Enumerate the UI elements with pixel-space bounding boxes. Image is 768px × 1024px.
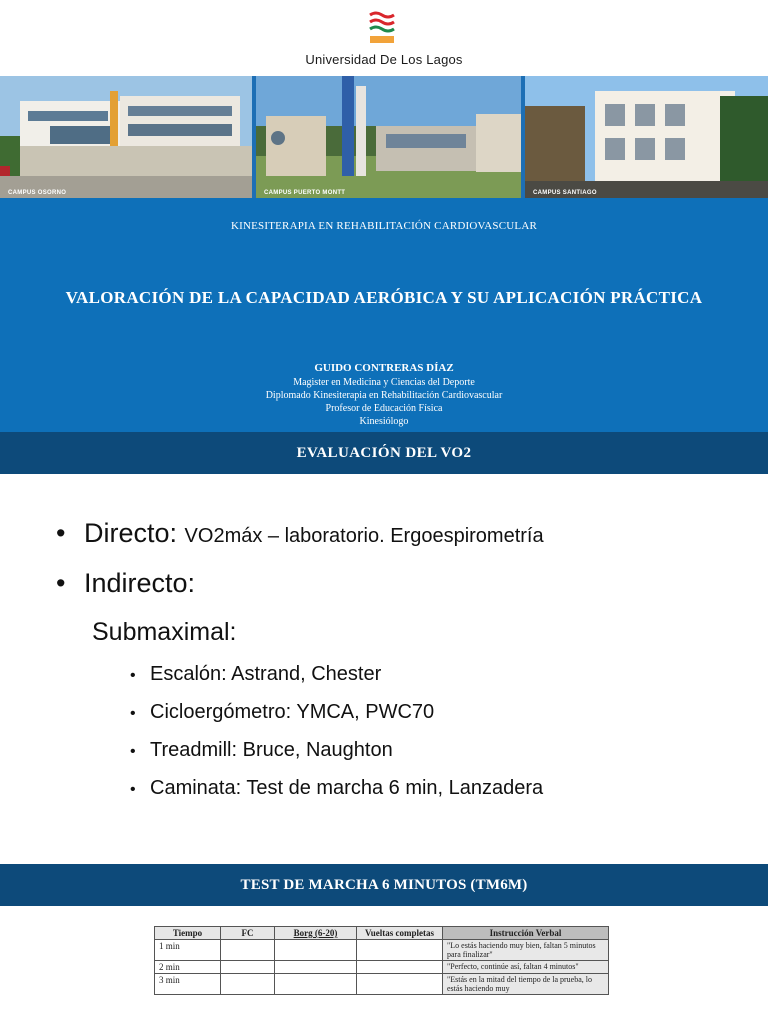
campus-label-santiago: CAMPUS SANTIAGO: [533, 190, 597, 196]
cell-tiempo: 1 min: [155, 940, 221, 961]
bullet-dot-icon: •: [56, 568, 66, 598]
column-header-vueltas: Vueltas completas: [357, 927, 443, 940]
indirect-label: Indirecto:: [84, 568, 196, 598]
bullet-dot-icon: •: [56, 518, 66, 548]
university-header: [0, 0, 768, 76]
list-item: • Escalón: Astrand, Chester: [130, 663, 382, 685]
cell-borg: [275, 940, 357, 961]
credential-line: Profesor de Educación Física: [325, 403, 443, 414]
course-name: KINESITERAPIA EN REHABILITACIÓN CARDIOVASCULAR: [230, 220, 538, 232]
table-row: [155, 974, 609, 995]
cell-vueltas: [357, 961, 443, 974]
column-header-borg: Borg (6-20): [275, 927, 357, 940]
table-header-row: [155, 927, 609, 940]
direct-label: Directo:: [84, 518, 178, 548]
bullet-dot-icon: •: [130, 743, 136, 760]
cell-fc: [221, 961, 275, 974]
cell-tiempo: 2 min: [155, 961, 221, 974]
bullet-dot-icon: •: [130, 781, 136, 798]
campus-photo-osorno: [0, 76, 252, 198]
cell-vueltas: [357, 974, 443, 995]
credential-line: Kinesiólogo: [359, 416, 409, 427]
table-row: [155, 961, 609, 974]
cell-borg: [275, 961, 357, 974]
table-row: [155, 940, 609, 961]
campus-label-puerto-montt: CAMPUS PUERTO MONTT: [264, 190, 346, 196]
bullet-indirect: [56, 568, 195, 599]
cell-vueltas: [357, 940, 443, 961]
column-header-tiempo: Tiempo: [155, 927, 221, 940]
cell-tiempo: 3 min: [155, 974, 221, 995]
university-logo-icon: [368, 10, 396, 46]
cell-instruccion: "Estás en la mitad del tiempo de la prueba, lo estás haciendo muy: [443, 974, 609, 995]
tm6m-table: [154, 926, 609, 995]
cell-instruccion: "Perfecto, continúe así, faltan 4 minutos": [443, 961, 609, 974]
bullet-dot-icon: •: [130, 667, 136, 684]
column-header-fc: FC: [221, 927, 275, 940]
cell-instruccion: "Lo estás haciendo muy bien, faltan 5 minutos para finalizar": [443, 940, 609, 961]
direct-text: VO2máx – laboratorio. Ergoespirometría: [184, 525, 544, 547]
bullet-direct: [56, 518, 544, 549]
cell-borg: [275, 974, 357, 995]
bullet-dot-icon: •: [130, 705, 136, 722]
university-name: Universidad De Los Lagos: [305, 52, 463, 67]
author-name: GUIDO CONTRERAS DÍAZ: [314, 362, 454, 374]
credential-line: Diplomado Kinesiterapia en Rehabilitación Cardiovascular: [265, 390, 503, 401]
list-item: • Caminata: Test de marcha 6 min, Lanzadera: [130, 777, 544, 799]
presentation-title: VALORACIÓN DE LA CAPACIDAD AERÓBICA Y SU APLICACIÓN PRÁCTICA: [65, 288, 703, 307]
credential-line: Magister en Medicina y Ciencias del Deporte: [293, 377, 475, 388]
list-item: • Cicloergómetro: YMCA, PWC70: [130, 701, 435, 723]
submaximal-label: Submaximal:: [92, 618, 237, 646]
list-item: • Treadmill: Bruce, Naughton: [130, 739, 393, 761]
cell-fc: [221, 940, 275, 961]
section-heading-tm6m: TEST DE MARCHA 6 MINUTOS (TM6M): [0, 864, 768, 906]
campus-label-osorno: CAMPUS OSORNO: [8, 190, 67, 196]
section-heading-vo2: EVALUACIÓN DEL VO2: [0, 432, 768, 474]
campus-photo-puerto-montt: [256, 76, 521, 198]
campus-photo-strip: [0, 76, 768, 198]
cell-fc: [221, 974, 275, 995]
column-header-instruccion: Instrucción Verbal: [443, 927, 609, 940]
title-block: [0, 198, 768, 432]
campus-photo-santiago: [525, 76, 768, 198]
